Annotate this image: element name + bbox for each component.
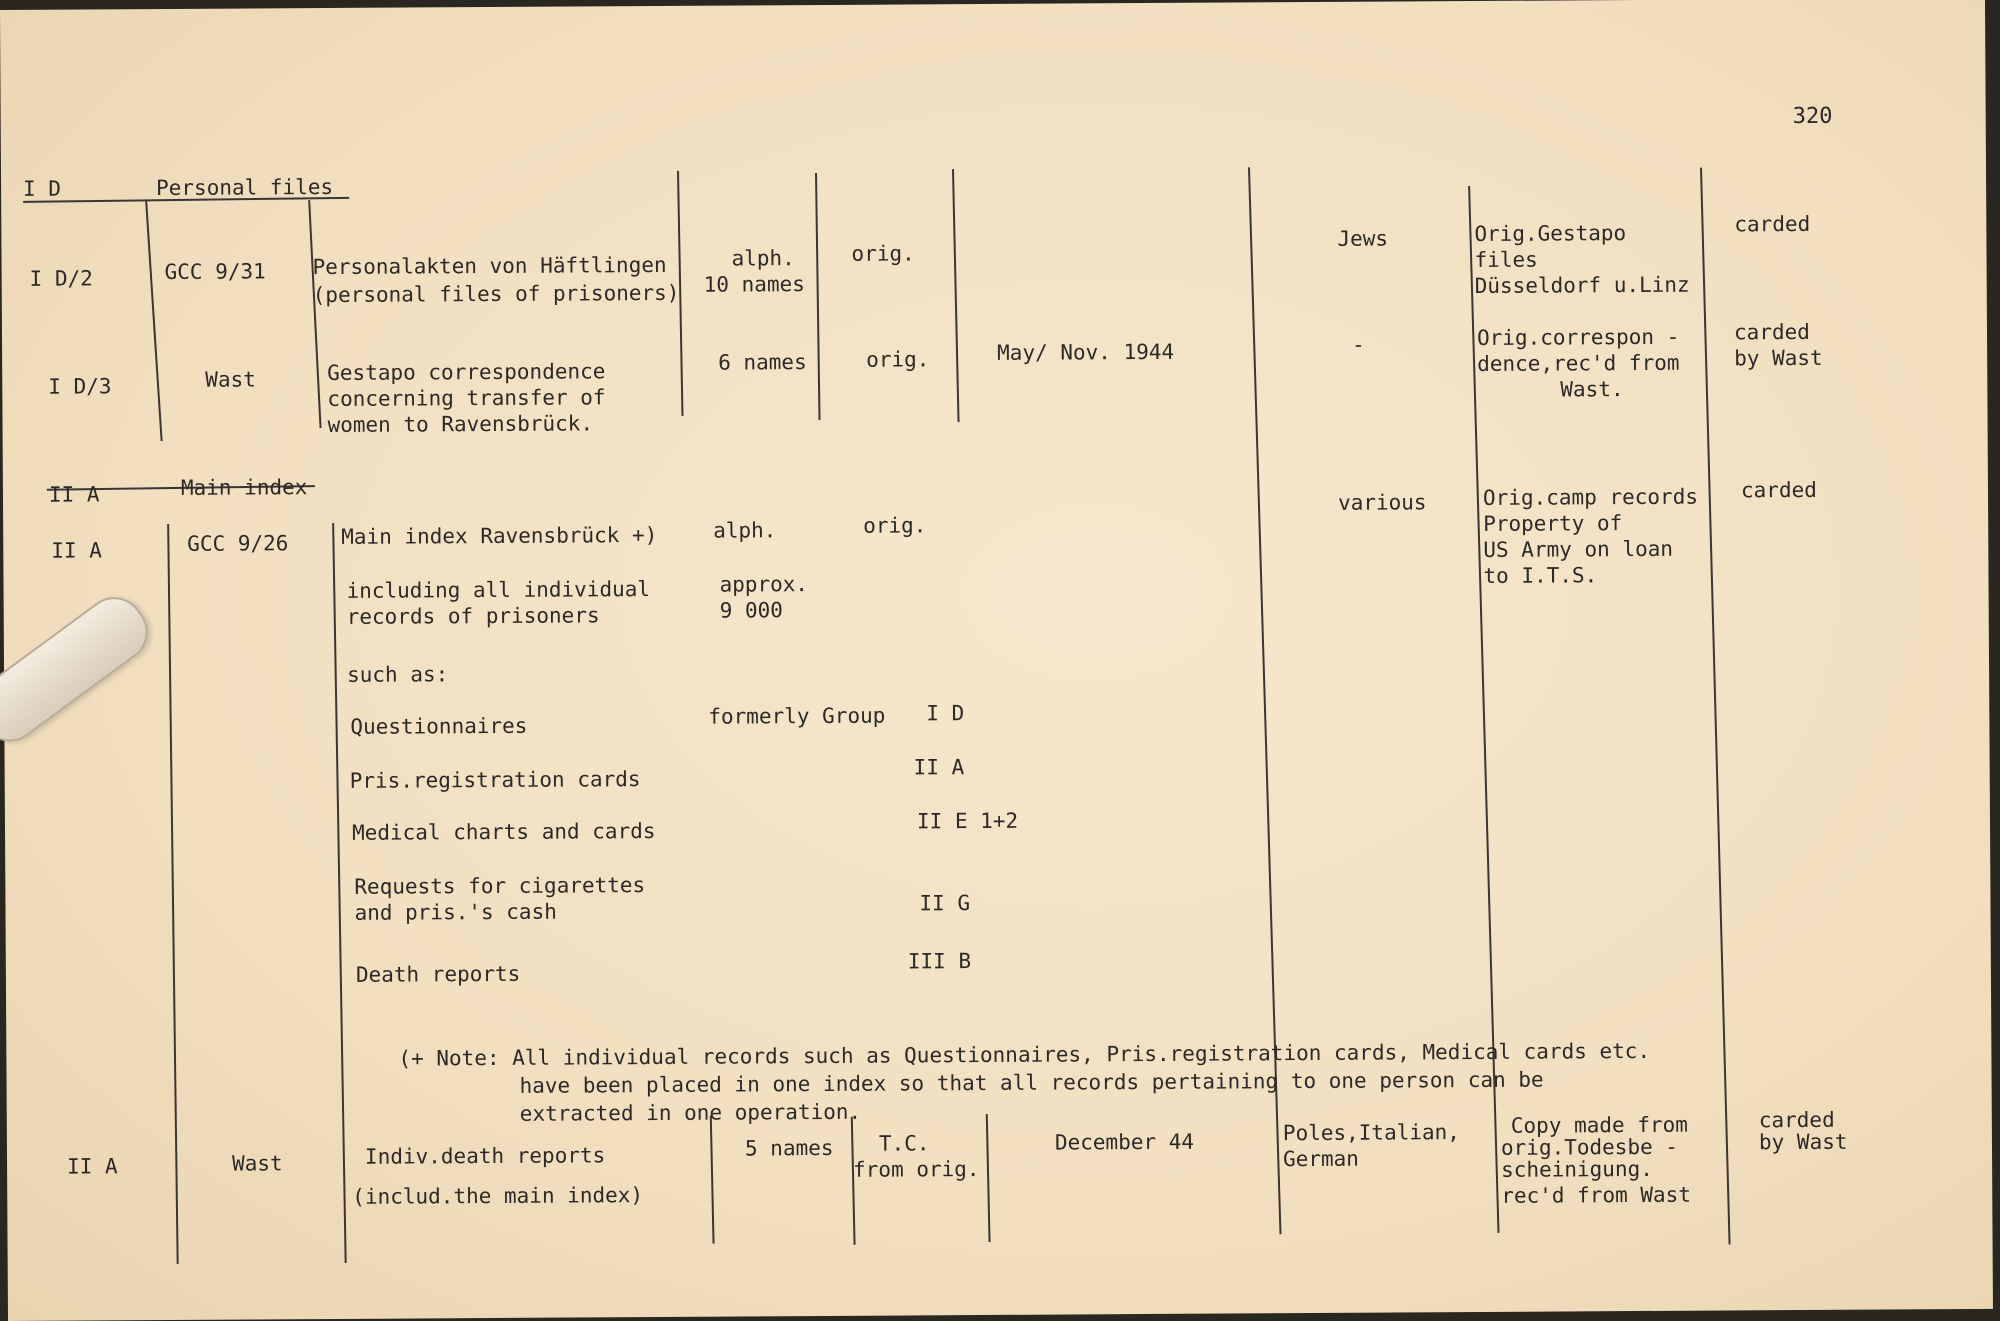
row-count: 6 names [718,350,807,375]
list-item-label: Medical charts and cards [351,819,656,845]
col-rule-form [816,173,820,420]
row-remarks-line3: Düsseldorf u.Linz [1474,272,1690,298]
row-desc-line3: women to Ravensbrück. [327,411,594,438]
list-item-code: II A [913,755,965,780]
col-rule-desc-iia [333,523,346,1263]
row-arrangement: alph. [713,518,777,543]
col-rule-date [953,169,959,422]
row-count: 5 names [744,1135,834,1161]
page-number: 320 [1792,103,1833,130]
row-group-line1: Poles,Italian, [1282,1120,1460,1146]
row-form-line1: T.C. [878,1131,930,1156]
row-count: 10 names [703,272,805,297]
row-remarks-line1: Orig.camp records [1482,484,1699,510]
row-ref: Wast [231,1151,283,1176]
row-desc-line1: Personalakten von Häftlingen [312,252,667,280]
row-arrangement: alph. [731,246,795,271]
row-remarks-line3: US Army on loan [1483,536,1674,562]
row-remarks-line3: Wast. [1560,377,1624,402]
col-rule-date-last [987,1114,990,1242]
section-code-iia: II A [48,482,100,507]
row-remarks-line3: scheinigung. [1501,1156,1653,1182]
list-item-code: I D [926,701,965,726]
list-item-code: II G [919,891,971,916]
row-remarks-line4: rec'd from Wast [1501,1182,1691,1208]
row-code: I D/2 [29,266,93,291]
row-remarks-line2: files [1474,247,1538,272]
row-remarks-line2: Property of [1483,511,1623,536]
row-code: II A [66,1154,118,1179]
row-remarks-line1: Orig.correspon - [1476,324,1680,350]
row-desc-line2: (personal files of prisoners) [312,280,680,308]
row-form: orig. [866,347,930,372]
row-date: May/ Nov. 1944 [997,339,1175,365]
list-item-label: Pris.registration cards [349,767,641,793]
row-code: II A [51,538,102,563]
row-desc-line1: Main index Ravensbrück +) [341,522,658,549]
col-rule-status [1701,167,1730,1244]
row-group: various [1337,490,1427,515]
list-item-note: formerly Group [708,703,886,729]
list-item-label: Questionnaires [350,713,528,739]
col-rule-desc-id [309,200,320,428]
list-item-code: II E 1+2 [916,808,1019,834]
footnote-line1: (+ Note: All individual records such as Questionnaires, Pris.registration cards, Medical cards etc. [398,1038,1651,1071]
row-group: Jews [1337,226,1389,251]
row-ref: Wast [205,367,256,392]
list-item-label: Requests for cigarettes [354,873,646,899]
section-code-id: I D [23,176,62,201]
row-such-as: such as: [346,662,449,687]
row-remarks-line4: to I.T.S. [1483,563,1598,588]
row-form: orig. [851,241,915,266]
row-approx-label: approx. [719,572,809,597]
row-approx-value: 9 000 [719,598,783,623]
row-status-line2: by Wast [1734,345,1823,371]
section-title-iia: Main index [180,475,308,500]
row-desc-line1: Gestapo correspondence [327,359,606,386]
list-item-label: Death reports [355,961,521,987]
list-item-label-line2: and pris.'s cash [354,899,557,925]
row-status-line1: carded [1733,319,1810,345]
row-ref: GCC 9/26 [187,531,289,556]
footnote-line2: have been placed in one index so that all records pertaining to one person can be [519,1067,1544,1098]
row-remarks-line2: dence,rec'd from [1477,350,1680,376]
row-desc-line2: including all individual [346,577,651,603]
row-status-line2: by Wast [1758,1129,1848,1155]
section-title-id: Personal files [156,174,334,201]
row-remarks-line1: Copy made from [1510,1112,1688,1138]
row-code: I D/3 [48,374,112,399]
col-rule-count-last [711,1116,714,1244]
row-group-line2: German [1282,1146,1359,1172]
row-desc-line3: records of prisoners [346,603,600,629]
row-form-line2: from orig. [853,1157,980,1182]
list-item-code: III B [907,949,972,974]
row-desc-line1: Indiv.death reports [364,1143,606,1169]
row-remarks-line1: Orig.Gestapo [1474,221,1627,246]
row-status: carded [1734,211,1811,237]
col-rule-ref-iia [168,524,178,1264]
row-status: carded [1740,477,1817,503]
row-ref: GCC 9/31 [164,259,266,284]
row-date: December 44 [1054,1129,1195,1155]
row-remarks-line2: orig.Todesbe - [1500,1134,1679,1160]
row-desc-line2: (includ.the main index) [352,1183,644,1209]
row-form: orig. [863,513,927,538]
col-rule-ref-id [146,201,161,441]
row-status-line1: carded [1758,1107,1835,1133]
row-desc-line2: concerning transfer of [327,385,606,412]
footnote-line3: extracted in one operation. [519,1099,862,1126]
row-group: - [1351,332,1365,357]
